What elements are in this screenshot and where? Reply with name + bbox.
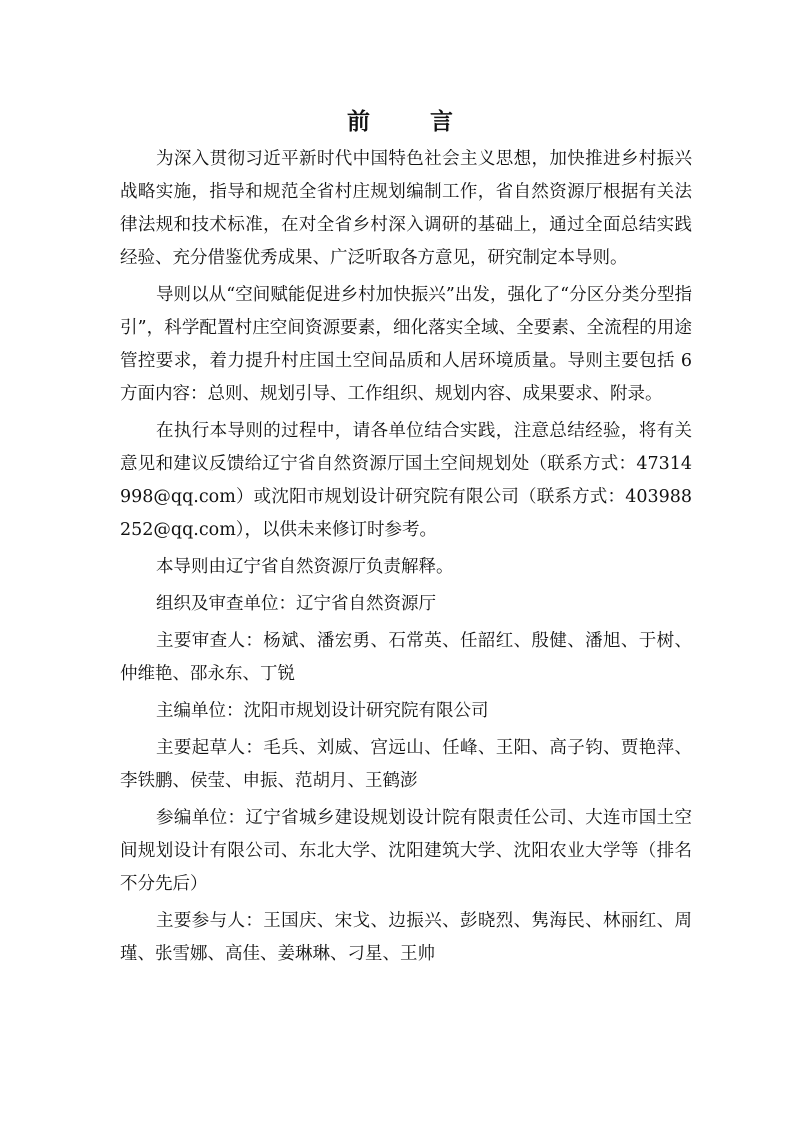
paragraph-participants: 主要参与人：王国庆、宋戈、边振兴、彭晓烈、隽海民、林丽红、周瑾、张雪娜、高佳、姜琳琳、刁星、王帅 xyxy=(120,911,692,964)
page-title: 前 言 xyxy=(346,108,479,135)
paragraph-reviewers: 主要审查人：杨斌、潘宏勇、石常英、任韶红、殷健、潘旭、于树、仲维艳、邵永东、丁锐 xyxy=(120,631,692,684)
paragraph-chief-editor: 主编单位：沈阳市规划设计研究院有限公司 xyxy=(156,701,489,721)
paragraph-organizer: 组织及审查单位：辽宁省自然资源厅 xyxy=(156,594,436,614)
paragraph-content-overview: 导则以从“空间赋能促进乡村加快振兴”出发，强化了“分区分类分型指引”，科学配置村庄空间资源要素，细化落实全域、全要素、全流程的用途管控要求，着力提升村庄国土空间品质和人居环境质量。导则主要包括 6 方面内容：总则、规划引导、工作组织、规划内容、成果要求、附录。 xyxy=(120,285,692,404)
paragraph-interpretation: 本导则由辽宁省自然资源厅负责解释。 xyxy=(156,557,454,577)
document-body xyxy=(120,143,692,975)
paragraph-feedback-contact: 在执行本导则的过程中，请各单位结合实践，注意总结经验，将有关意见和建议反馈给辽宁省自然资源厅国土空间规划处（联系方式：47314998@qq.com）或沈阳市规划设计研究院有限公司（联系方式：403988252@qq.com），以供未来修订时参考。 xyxy=(120,421,692,540)
paragraph-drafters: 主要起草人：毛兵、刘威、宫远山、任峰、王阳、高子钧、贾艳萍、李铁鹏、侯莹、申振、范胡月、王鹤澎 xyxy=(120,738,692,791)
paragraph-purpose: 为深入贯彻习近平新时代中国特色社会主义思想，加快推进乡村振兴战略实施，指导和规范全省村庄规划编制工作，省自然资源厅根据有关法律法规和技术标准，在对全省乡村深入调研的基础上，通过全面总结实践经验、充分借鉴优秀成果、广泛听取各方意见，研究制定本导则。 xyxy=(120,149,692,268)
paragraph-participating-units: 参编单位：辽宁省城乡建设规划设计院有限责任公司、大连市国土空间规划设计有限公司、东北大学、沈阳建筑大学、沈阳农业大学等（排名不分先后） xyxy=(120,808,692,894)
